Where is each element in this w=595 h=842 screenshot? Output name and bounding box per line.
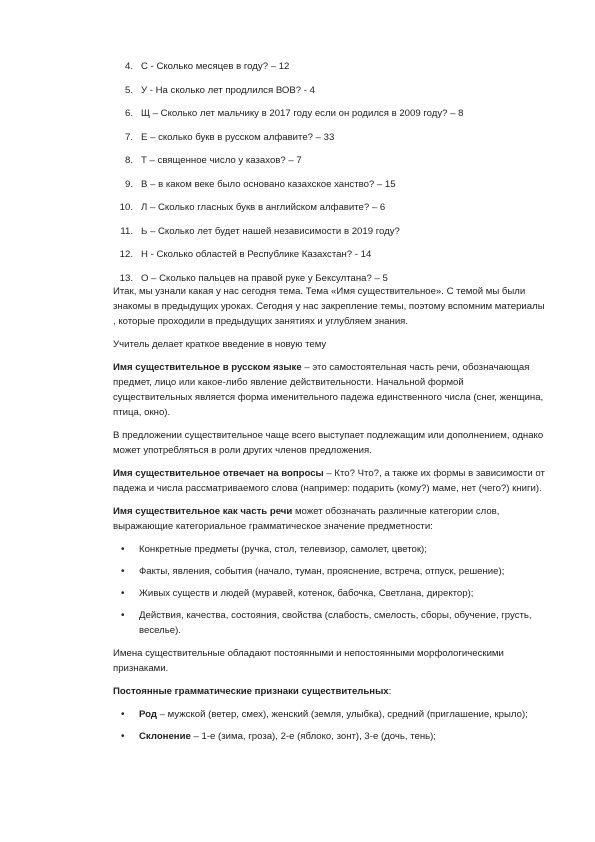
constant-features-heading: Постоянные грамматические признаки существительных: bbox=[113, 686, 392, 697]
bullet-icon: • bbox=[121, 731, 125, 742]
questions-list bbox=[113, 59, 545, 294]
list-item: • Род – мужской (ветер, смех), женский (земля, улыбка), средний (приглашение, крыло); bbox=[113, 707, 545, 722]
list-item: • Живых существ и людей (муравей, котенок, бабочка, Светлана, директор); bbox=[113, 586, 545, 601]
bullet-icon: • bbox=[121, 566, 125, 577]
list-item: 9. В – в каком веке было основано казахское ханство? – 15 bbox=[124, 178, 396, 190]
list-item: • Действия, качества, состояния, свойства (слабость, смелость, сборы, обучение, грусть, веселье). bbox=[113, 608, 545, 638]
questions-term: Имя существительное отвечает на вопросы bbox=[113, 468, 324, 479]
features-intro: Имена существительные обладают постоянными и непостоянными морфологическими признаками. bbox=[113, 648, 504, 674]
list-item: 11. Ь – Сколько лет будет нашей независимости в 2019 году? bbox=[120, 225, 400, 237]
list-item: 4. С - Сколько месяцев в году? – 12 bbox=[124, 61, 290, 72]
list-item: 13. О – Сколько пальцев на правой руке у Бексултана? – 5 bbox=[119, 272, 388, 284]
questions-section bbox=[113, 59, 545, 294]
bullet-icon: • bbox=[121, 588, 125, 599]
list-item: 5. У - На сколько лет продлился ВОВ? - 4 bbox=[124, 84, 315, 96]
list-item: • Склонение – 1-е (зима, гроза), 2-е (яблоко, зонт), 3-е (дочь, тень); bbox=[113, 729, 545, 744]
list-item: • Конкретные предметы (ручка, стол, телевизор, самолет, цветок); bbox=[113, 542, 545, 557]
list-item: 7. Е – сколько букв в русском алфавите? – 33 bbox=[124, 131, 335, 143]
list-item: 12. Н - Сколько областей в Республике Казахстан? - 14 bbox=[119, 249, 372, 261]
bullet-icon: • bbox=[121, 544, 125, 555]
list-item: 8. Т – священное число у казахов? – 7 bbox=[124, 155, 302, 167]
categories-list bbox=[113, 542, 545, 638]
list-item: • Факты, явления, события (начало, туман, прояснение, встреча, отпуск, решение); bbox=[113, 564, 545, 579]
list-item: 10. Л – Сколько гласных букв в английском алфавите? – 6 bbox=[119, 202, 386, 214]
definition-paragraph: Имя существительное в русском языке – это самостоятельная часть речи, обозначающая предмет, лицо или какое-либо явление действительности. Начальной формой существительных является форма именительного падежа единственного числа (снег, женщина, птица, окно). bbox=[113, 362, 544, 418]
lesson-body bbox=[113, 284, 545, 752]
teacher-note: Учитель делает краткое введение в новую тему bbox=[113, 339, 327, 350]
questions-paragraph: Имя существительное отвечает на вопросы – Кто? Что?, а также их формы в зависимости от падежа и числа рассматриваемого слова (например: подарить (кому?) маме, нет (чего?) книги). bbox=[113, 468, 545, 494]
intro-paragraph: Итак, мы узнали какая у нас сегодня тема. Тема «Имя существительное». С темой мы были знакомы в предыдущих уроках. Сегодня у нас закрепление темы, поэтому вспомним материалы , которые проходили в предыдущих занятиях и углубляем знания. bbox=[113, 286, 545, 327]
list-item: 6. Щ – Сколько лет мальчику в 2017 году если он родился в 2009 году? – 8 bbox=[124, 108, 464, 120]
constant-features-list bbox=[113, 707, 545, 744]
bullet-icon: • bbox=[121, 610, 125, 621]
definition-term: Имя существительное в русском языке bbox=[113, 362, 302, 373]
part-of-speech-term: Имя существительное как часть речи bbox=[113, 506, 293, 517]
bullet-icon: • bbox=[121, 709, 125, 720]
sentence-role-paragraph: В предложении существительное чаще всего выступает подлежащим или дополнением, однако может употребляться в роли других членов предложения. bbox=[113, 430, 544, 456]
part-of-speech-paragraph: Имя существительное как часть речи может обозначать различные категории слов, выражающие категориальное грамматическое значение предметности: bbox=[113, 506, 500, 532]
